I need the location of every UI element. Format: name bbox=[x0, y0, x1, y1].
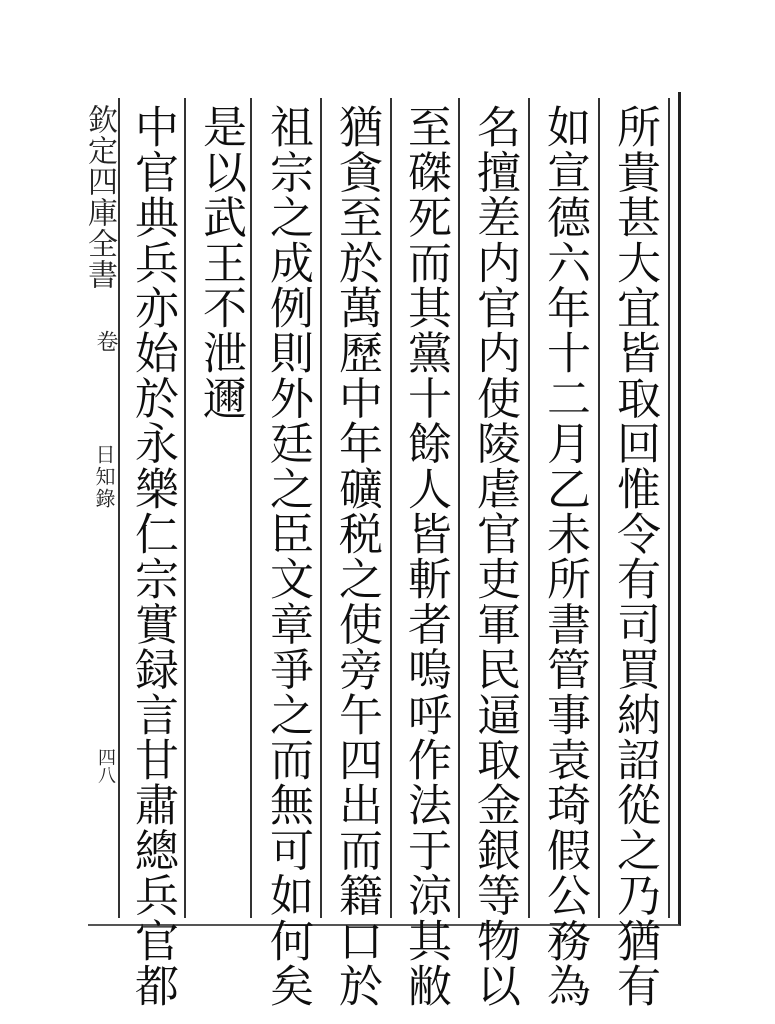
column-rule bbox=[250, 98, 252, 918]
text-column-5: 猶貪至於萬歷中年礦税之使旁午四出而籍口於 bbox=[331, 104, 382, 1008]
text-column-2: 如宣德六年十二月乙未所書管事袁琦假公務為 bbox=[539, 104, 590, 1008]
column-rule bbox=[184, 98, 186, 918]
collection-title: 欽定四庫全書 bbox=[82, 104, 117, 290]
column-rule bbox=[458, 98, 460, 918]
column-rule bbox=[320, 98, 322, 918]
text-column-3: 名擅差内官内使陵虐官吏軍民逼取金銀等物以 bbox=[469, 104, 520, 1008]
text-column-7: 是以武王不泄邇 bbox=[195, 104, 246, 421]
text-column-8: 中官典兵亦始於永樂仁宗實録言甘肅總兵官都 bbox=[127, 104, 178, 1008]
text-column-1: 所貴甚大宜皆取回惟令有司買納詔從之乃猶有 bbox=[609, 104, 660, 1008]
column-rule bbox=[598, 98, 600, 918]
text-column-6: 祖宗之成例則外廷之臣文章爭之而無可如何矣 bbox=[262, 104, 313, 1008]
book-title: 日知錄 bbox=[92, 444, 116, 510]
column-rule bbox=[528, 98, 530, 918]
section-mark: 卷 bbox=[93, 330, 118, 352]
page-number: 四八 bbox=[95, 748, 116, 784]
column-rule bbox=[118, 98, 120, 918]
text-column-4: 至磔死而其黨十餘人皆斬者嗚呼作法于涼其敝 bbox=[400, 104, 451, 1008]
column-rule bbox=[668, 98, 670, 918]
column-rule bbox=[390, 98, 392, 918]
